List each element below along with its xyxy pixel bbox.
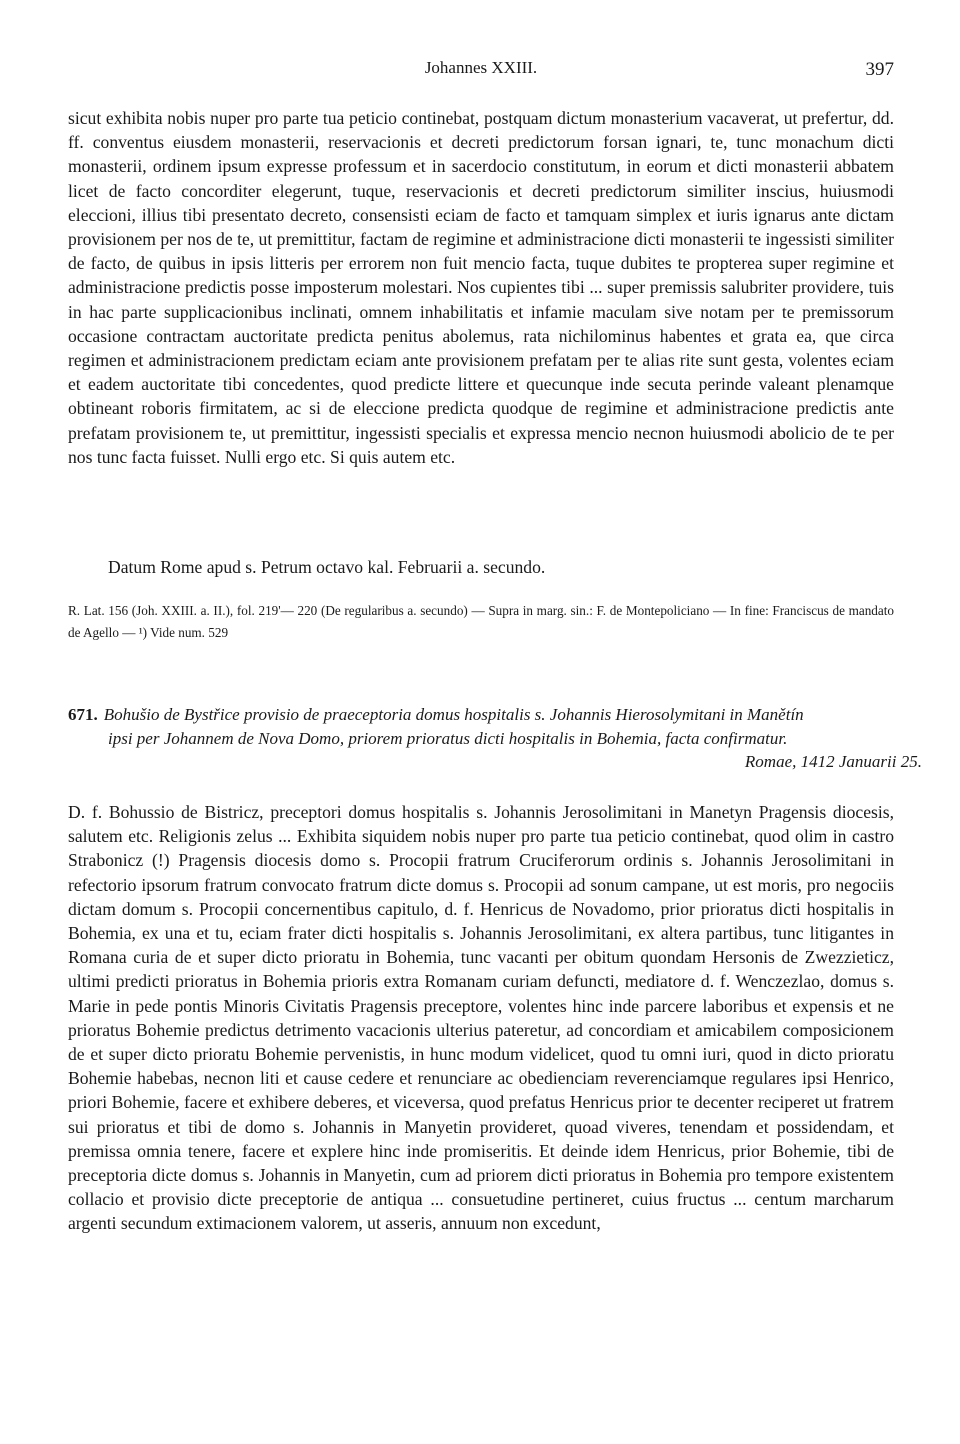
source-apparatus-note: R. Lat. 156 (Joh. XXIII. a. II.), fol. 219'— 220 (De regularibus a. secundo) — Supra in marg. sin.: F. de Montepoliciano — In fine: Franciscus de mandato de Agello — ¹) Vide num. 529	[68, 603, 894, 640]
dating-clause: Datum Rome apud s. Petrum octavo kal. Februarii a. secundo.	[108, 557, 546, 577]
body-paragraph-document-671: D. f. Bohussio de Bistricz, preceptori domus hospitalis s. Johannis Jerosolimitani in Manetyn Pragensis diocesis, salutem etc. Religionis zelus ... Exhibita siquidem nobis nuper pro parte tua peticio continebat, quod olim in castro Strabonicz (!) Pragensis diocesis domo s. Procopii fratrum Cruciferorum ordinis s. Johannis Jerosolimitani in refectorio ipsorum fratrum convocato fratrum dicte domus s. Procopii ad sonum campane, ut est moris, pro negociis dictam domum s. Procopii concernentibus capitulo, d. f. Henricus de Novadomo, prior prioratus dicti hospitalis in Bohemia, ex una et tu, eciam frater dicti hospitalis s. Johannis Jerosolimitani, ex altera partibus, tunc litigantes in Romana curia de et super dicto prioratu in Bohemia, tunc vacanti per obitum quondam Hersonis de Zwezzieticz, ultimi predicti prioratus in Bohemia prioris extra Romanam curiam defuncti, mediatore d. f. Wenczezlao, domus s. Marie in pede pontis Minoris Civitatis Pragensis preceptore, volentes hinc inde parcere laboribus et expensis et ne prioratus Bohemie predictus detrimento vacacionis ulterius pateretur, ad concordiam et amicabilem composicionem de et super dicto prioratu Bohemie pervenistis, in hunc modum videlicet, quod tu omni iuri, quod in dicto prioratu Bohemie habebas, necnon liti et cause cedere et renunciare ac obedienciam reverenciamque regulares ipsi Henrico, priori Bohemie, facere et exhibere deberes, et viceversa, quod prefatus Henricus prior te decenter reciperet ut fratrem sui prioratus et tibi de domo s. Johannis in Manyetin provideret, quoad viveres, tenendam et possidendam, et premissa omnia tenere, facere et explere hinc inde promiseritis. Et deinde idem Henricus, prior Bohemie, tibi de preceptoria dicte domus s. Johannis in Manyetin, cum ad priorem dicti prioratus in Bohemia pro tempore existentem collacio et provisio dicte preceptorie de antiqua ... consuetudine pertineret, cuius fructus ... centum marcharum argenti secundum extimacionem valorem, ut asseris, annuum non excedunt,	[68, 802, 894, 1234]
document-number: 671.	[68, 705, 98, 724]
running-head	[68, 56, 894, 86]
body-paragraph-continuation: sicut exhibita nobis nuper pro parte tua peticio continebat, postquam dictum monasterium vacaverat, ut prefertur, dd. ff. conventus eiusdem monasterii, reservacionis et decreti predictorum forsan ignari, te, tunc monachum dicti monasterii, ordinem ipsum expresse professum et in sacerdocio constitutum, in eorum et dicti monasterii abbatem licet de facto concorditer elegerunt, tuque, reservacionis et decreti predictorum similiter inscius, huiusmodi eleccioni, illius tibi presentato decreto, consensisti eciam de facto et tamquam simplex et iuris ignarus ante dictam provisionem per nos de te, ut premittitur, factam de regimine et administracione dicti monasterii te ingessisti similiter de facto, de quibus in ipsis litteris per errorem non fuit mencio facta, tuque dubites te propterea super regimine et administracione predictis posse imposterum molestari. Nos cupientes tibi ... super premissis salubriter providere, tuis in hac parte supplicacionibus inclinati, omnem inhabilitatis et infamie maculam sive notam per te premissorum occasione contractam auctoritate predicta penitus abolemus, rata nichilominus habentes et grata ea, que circa regimen et administracionem predictam eciam ante provisionem prefatam per te alias rite sunt gesta, volentes eciam et eadem auctoritate tibi concedentes, quod predicte littere et quecunque inde secuta perinde valeant plenamque obtineant roboris firmitatem, ac si de eleccione predicta quodque de regimine et administracione predictis ante prefatam provisionem te, ut premittitur, ingessisti specialis et expressa mencio necnon huiusmodi abolicio de te per nos tunc facta fuisset. Nulli ergo etc. Si quis autem etc.	[68, 108, 894, 467]
running-title: Johannes XXIII.	[424, 58, 538, 77]
page-number: 397	[865, 59, 894, 80]
document-heading	[68, 703, 894, 751]
document-title-line-2: ipsi per Johannem de Nova Domo, priorem prioratus dicti hospitalis in Bohemia, facta confirmatur.	[108, 729, 788, 748]
document-title-line-1: Bohušio de Bystřice provisio de praeceptoria domus hospitalis s. Johannis Hierosolymitani in Manětín	[103, 705, 804, 724]
document-date: Romae, 1412 Januarii 25.	[744, 752, 922, 771]
